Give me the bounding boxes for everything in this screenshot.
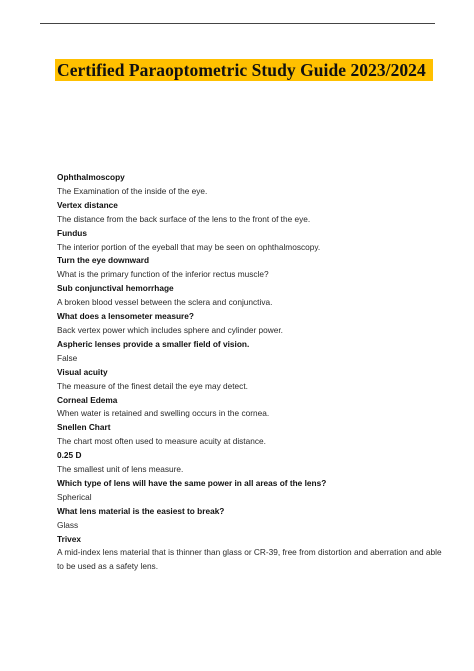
list-item xyxy=(57,227,442,255)
term-text: Trivex xyxy=(57,533,81,544)
definition-text: What is the primary function of the inferior rectus muscle? xyxy=(57,269,269,280)
term-text: Sub conjunctival hemorrhage xyxy=(57,283,174,294)
definition-text: False xyxy=(57,352,78,363)
term-text: Ophthalmoscopy xyxy=(57,172,125,182)
term-text: Turn the eye downward xyxy=(57,255,150,266)
definition-text: The Examination of the inside of the eye. xyxy=(57,185,208,196)
definition-text: Back vertex power which includes sphere and cylinder power. xyxy=(57,324,283,335)
definition-text: Glass xyxy=(57,519,79,530)
term-text: 0.25 D xyxy=(57,450,82,461)
list-item xyxy=(57,171,442,199)
list-item xyxy=(57,505,442,533)
term-text: Aspheric lenses provide a smaller field of vision. xyxy=(57,338,250,349)
list-item xyxy=(57,449,442,477)
list-item xyxy=(57,421,442,449)
list-item xyxy=(57,394,442,422)
list-item xyxy=(57,282,442,310)
definition-text: The chart most often used to measure acuity at distance. xyxy=(57,436,266,447)
definition-text: A broken blood vessel between the sclera and conjunctiva. xyxy=(57,297,273,308)
list-item xyxy=(57,366,442,394)
top-divider xyxy=(40,23,435,24)
title-highlight xyxy=(55,59,433,81)
term-text: Fundus xyxy=(57,227,87,238)
definition-text: The interior portion of the eyeball that may be seen on ophthalmoscopy. xyxy=(57,241,321,252)
term-text: Vertex distance xyxy=(57,199,118,210)
list-item xyxy=(57,533,442,575)
document-title: Certified Paraoptometric Study Guide 2023/2024 xyxy=(57,59,426,80)
list-item xyxy=(57,477,442,505)
list-item xyxy=(57,310,442,338)
definition-text: Spherical xyxy=(57,491,92,502)
list-item xyxy=(57,254,442,282)
definition-text: The smallest unit of lens measure. xyxy=(57,464,184,475)
term-text: What lens material is the easiest to break? xyxy=(57,505,225,516)
term-text: Visual acuity xyxy=(57,366,108,377)
term-text: Which type of lens will have the same power in all areas of the lens? xyxy=(57,477,327,488)
list-item xyxy=(57,338,442,366)
term-text: What does a lensometer measure? xyxy=(57,311,194,322)
definition-text: A mid-index lens material that is thinner than glass or CR-39, free from distortion and aberration and able to be used as a safety lens. xyxy=(57,547,442,572)
definition-text: The distance from the back surface of the lens to the front of the eye. xyxy=(57,213,311,224)
study-guide-list xyxy=(57,171,442,574)
list-item xyxy=(57,199,442,227)
term-text: Snellen Chart xyxy=(57,422,111,433)
definition-text: The measure of the finest detail the eye may detect. xyxy=(57,380,248,391)
term-text: Corneal Edema xyxy=(57,394,118,405)
definition-text: When water is retained and swelling occurs in the cornea. xyxy=(57,408,270,419)
